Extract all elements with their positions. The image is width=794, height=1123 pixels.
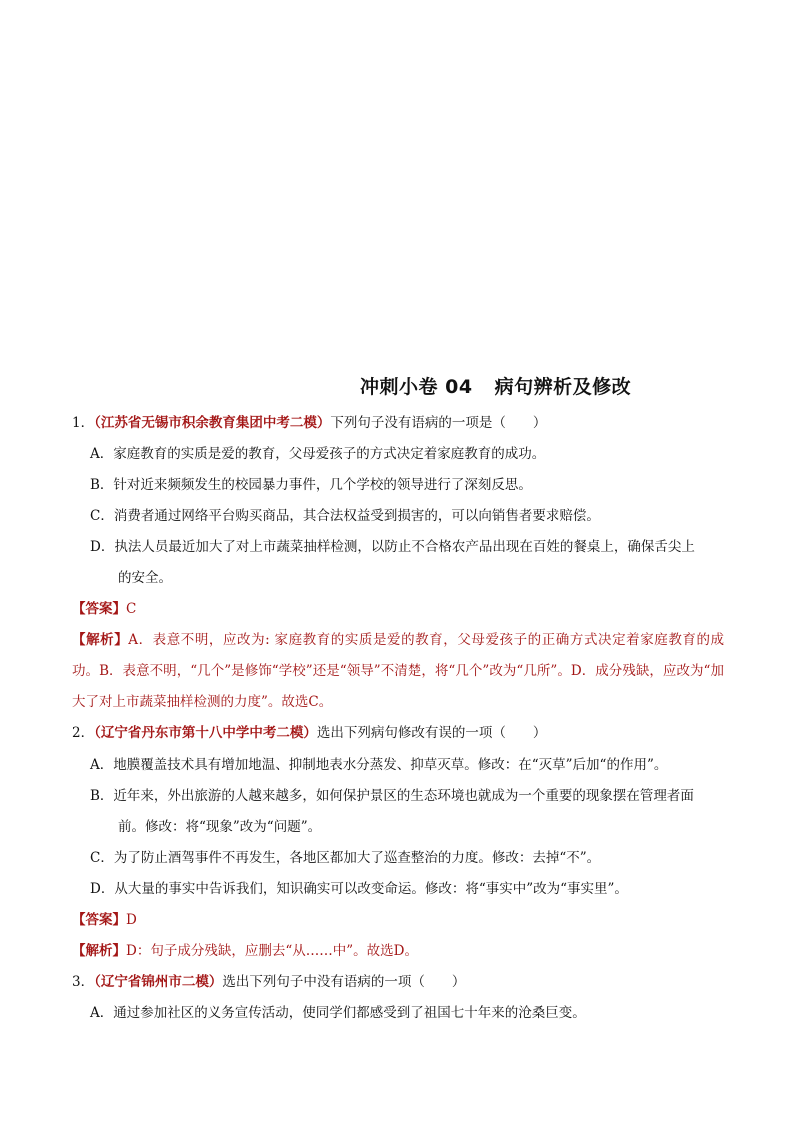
question-1-option-d: D．执法人员最近加大了对上市蔬菜抽样检测，以防止不合格农产品出现在百姓的餐桌上，确保舌尖上 xyxy=(90,539,695,555)
question-2-option-d: D．从大量的事实中告诉我们，知识确实可以改变命运。修改：将“事实中”改为“事实里”。 xyxy=(90,881,628,897)
analysis-tag: 【解析】 xyxy=(72,632,129,648)
page-title xyxy=(360,372,631,399)
question-2-answer xyxy=(72,910,137,930)
answer-tag: 【答案】 xyxy=(72,912,126,928)
analysis-text: D：句子成分残缺，应删去“从……中”。故选D。 xyxy=(126,943,418,959)
question-text: 选出下列句子中没有语病的一项（ ） xyxy=(222,974,466,990)
analysis-text: A．表意不明，应改为: 家庭教育的实质是爱的教育，父母爱孩子的正确方式决定着家庭教育的成功。B．表意不明，“几个”是修饰“学校”还是“领导”不清楚，将“几个”改为“几所”。D．成分残缺，应改为“加大了对上市蔬菜抽样检测的力度”。故选C。 xyxy=(72,632,725,710)
question-1-answer xyxy=(72,599,136,619)
analysis-tag: 【解析】 xyxy=(72,943,126,959)
question-2-option-b-cont: 前。修改：将“现象”改为“问题”。 xyxy=(118,819,322,835)
title-main: 冲刺小卷 04 xyxy=(360,376,473,398)
question-source: （辽宁省锦州市二模） xyxy=(94,974,223,990)
question-number: 2． xyxy=(72,725,95,741)
question-1-option-b: B．针对近来频频发生的校园暴力事件，几个学校的领导进行了深刻反思。 xyxy=(90,477,532,493)
question-number: 3． xyxy=(72,974,95,990)
question-3-stem xyxy=(72,972,465,992)
question-2-option-b: B．近年来，外出旅游的人越来越多，如何保护景区的生态环境也就成为一个重要的现象摆在管理者面 xyxy=(90,788,694,804)
question-3-option-a: A．通过参加社区的义务宣传活动，使同学们都感受到了祖国七十年来的沧桑巨变。 xyxy=(90,1005,586,1021)
question-2-option-a: A．地膜覆盖技术具有增加地温、抑制地表水分蒸发、抑草灭草。修改：在“灭草”后加“的作用”。 xyxy=(90,757,668,773)
title-sub: 病句辨析及修改 xyxy=(494,376,632,398)
question-1-stem xyxy=(72,413,546,433)
question-text: 下列句子没有语病的一项是（ ） xyxy=(330,415,547,431)
answer-value: D xyxy=(126,912,137,928)
question-1-option-a: A．家庭教育的实质是爱的教育，父母爱孩子的方式决定着家庭教育的成功。 xyxy=(90,446,546,462)
answer-tag: 【答案】 xyxy=(72,601,126,617)
question-1-analysis xyxy=(72,625,724,718)
question-2-option-c: C．为了防止酒驾事件不再发生，各地区都加大了巡查整治的力度。修改：去掉“不”。 xyxy=(90,850,601,866)
question-2-analysis xyxy=(72,941,418,961)
question-source: （江苏省无锡市积余教育集团中考二模） xyxy=(94,415,331,431)
question-1-option-c: C．消费者通过网络平台购买商品，其合法权益受到损害的，可以向销售者要求赔偿。 xyxy=(90,508,600,524)
question-source: （辽宁省丹东市第十八中学中考二模） xyxy=(94,725,317,741)
question-number: 1． xyxy=(72,415,95,431)
question-2-stem xyxy=(72,723,546,743)
question-1-option-d-cont: 的安全。 xyxy=(118,570,172,586)
answer-value: C xyxy=(126,601,137,617)
question-text: 选出下列病句修改有误的一项（ ） xyxy=(316,725,547,741)
